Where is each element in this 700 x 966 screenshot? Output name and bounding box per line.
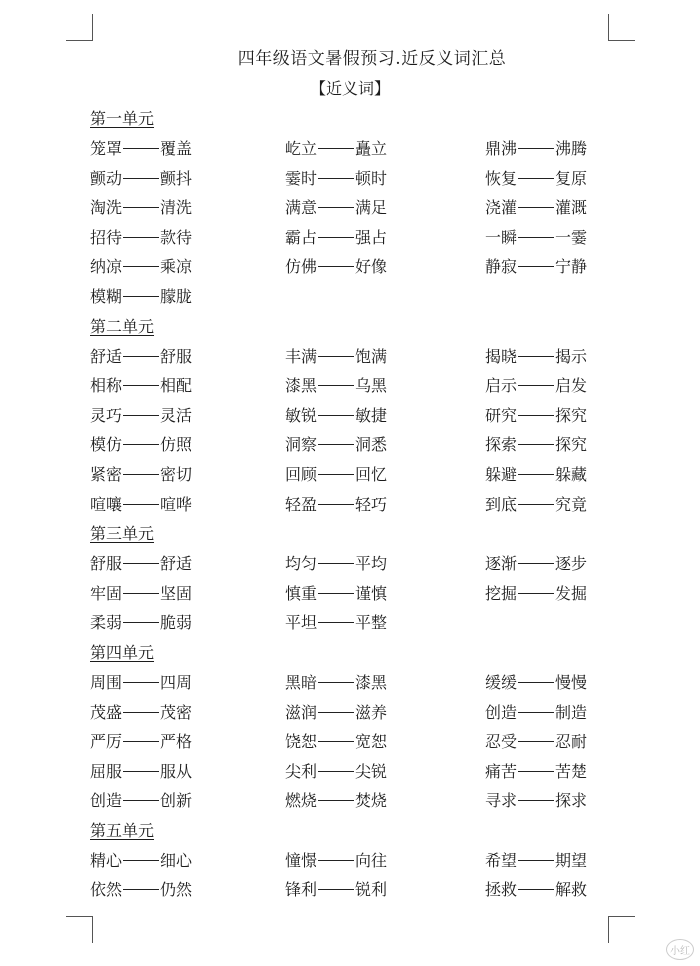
word: 纳凉 — [90, 257, 123, 277]
dash-separator — [318, 889, 354, 890]
dash-separator — [318, 266, 354, 267]
crop-mark-top-right — [608, 14, 635, 41]
dash-separator — [123, 266, 159, 267]
synonym-word: 漆黑 — [355, 672, 388, 692]
synonym-word: 相配 — [160, 376, 193, 396]
synonym-pair — [285, 460, 485, 490]
synonym-word: 仍然 — [160, 880, 193, 900]
dash-separator — [318, 712, 354, 713]
synonym-pair — [90, 223, 285, 253]
synonym-pair — [285, 668, 485, 698]
dash-separator — [318, 593, 354, 594]
synonym-word: 清洗 — [160, 198, 193, 218]
synonym-pair — [90, 430, 285, 460]
dash-separator — [518, 237, 554, 238]
synonym-word: 探究 — [555, 435, 588, 455]
synonym-word: 矗立 — [355, 139, 388, 158]
word: 轻盈 — [285, 494, 318, 514]
watermark-logo: 小红 — [666, 939, 694, 960]
synonym-pair — [485, 875, 630, 905]
synonym-word: 顿时 — [355, 168, 388, 188]
word: 浇灌 — [485, 198, 518, 218]
synonym-row — [90, 430, 630, 460]
word: 寻求 — [485, 791, 518, 811]
dash-separator — [123, 712, 159, 713]
synonym-row — [90, 608, 630, 638]
word: 淘洗 — [90, 198, 123, 218]
dash-separator — [123, 178, 159, 179]
word: 洞察 — [285, 435, 318, 455]
synonym-word: 乌黑 — [355, 376, 388, 396]
dash-separator — [123, 504, 159, 505]
synonym-pair — [485, 698, 630, 728]
word: 缓缓 — [485, 672, 518, 692]
synonym-word: 严格 — [160, 732, 193, 752]
synonym-word: 期望 — [555, 850, 588, 870]
unit-header: 第五单元 — [90, 820, 155, 840]
word: 回顾 — [285, 464, 318, 484]
dash-separator — [318, 385, 354, 386]
synonym-word: 灵活 — [160, 405, 193, 425]
word: 黑暗 — [285, 672, 318, 692]
word: 笼罩 — [90, 139, 123, 158]
word: 仿佛 — [285, 257, 318, 277]
synonym-word: 四周 — [160, 672, 193, 692]
crop-mark-bottom-left — [66, 916, 93, 943]
synonym-row — [90, 846, 630, 876]
word: 灵巧 — [90, 405, 123, 425]
dash-separator — [318, 504, 354, 505]
synonym-word: 覆盖 — [160, 139, 193, 158]
synonym-pair — [90, 875, 285, 905]
word: 创造 — [485, 702, 518, 722]
synonym-row — [90, 282, 630, 312]
synonym-pair — [485, 579, 630, 609]
dash-separator — [318, 622, 354, 623]
dash-separator — [518, 504, 554, 505]
synonym-pair — [285, 490, 485, 520]
dash-separator — [518, 800, 554, 801]
synonym-word: 向往 — [355, 850, 388, 870]
word: 模糊 — [90, 286, 123, 306]
dash-separator — [518, 682, 554, 683]
word: 一瞬 — [485, 227, 518, 247]
synonym-pair — [90, 727, 285, 757]
synonym-pair — [90, 757, 285, 787]
synonym-word: 究竟 — [555, 494, 588, 514]
synonym-pair — [285, 698, 485, 728]
synonym-word: 启发 — [555, 376, 588, 396]
synonym-word: 解救 — [555, 880, 588, 900]
word: 霎时 — [285, 168, 318, 188]
synonym-pair — [90, 371, 285, 401]
synonym-pair — [485, 668, 630, 698]
synonym-pair — [485, 342, 630, 372]
dash-separator — [318, 148, 354, 149]
synonym-word: 灌溉 — [555, 198, 588, 218]
dash-separator — [318, 207, 354, 208]
synonym-row — [90, 786, 630, 816]
synonym-pair — [90, 342, 285, 372]
synonym-pair — [90, 193, 285, 223]
synonym-pair — [90, 252, 285, 282]
synonym-word: 躲藏 — [555, 464, 588, 484]
synonym-pair — [485, 786, 630, 816]
word: 逐渐 — [485, 554, 518, 574]
word: 滋润 — [285, 702, 318, 722]
synonym-pair — [285, 401, 485, 431]
synonym-pair — [285, 134, 485, 164]
crop-mark-bottom-right — [608, 916, 635, 943]
word: 拯救 — [485, 880, 518, 900]
synonym-word: 朦胧 — [160, 286, 193, 306]
synonym-word: 制造 — [555, 702, 588, 722]
synonym-pair — [90, 282, 285, 312]
word: 紧密 — [90, 464, 123, 484]
word: 均匀 — [285, 554, 318, 574]
synonym-pair — [485, 134, 630, 164]
synonym-pair — [485, 846, 630, 876]
synonym-word: 焚烧 — [355, 791, 388, 811]
synonym-word: 创新 — [160, 791, 193, 811]
synonym-word: 回忆 — [355, 464, 388, 484]
word: 尖利 — [285, 761, 318, 781]
dash-separator — [518, 593, 554, 594]
synonym-pair — [285, 608, 485, 638]
synonym-word: 仿照 — [160, 435, 193, 455]
synonym-word: 探究 — [555, 405, 588, 425]
word: 燃烧 — [285, 791, 318, 811]
word: 舒适 — [90, 346, 123, 366]
word: 忍受 — [485, 732, 518, 752]
synonym-row — [90, 549, 630, 579]
synonym-row — [90, 164, 630, 194]
synonym-pair — [485, 757, 630, 787]
synonym-pair — [285, 371, 485, 401]
synonym-pair — [90, 846, 285, 876]
synonym-row — [90, 727, 630, 757]
synonym-pair — [285, 252, 485, 282]
word: 平坦 — [285, 613, 318, 633]
synonym-pair — [485, 371, 630, 401]
unit-header: 第三单元 — [90, 524, 155, 544]
synonym-word: 密切 — [160, 464, 193, 484]
word: 屈服 — [90, 761, 123, 781]
synonym-word: 宁静 — [555, 257, 588, 277]
synonym-row — [90, 757, 630, 787]
word: 憧憬 — [285, 850, 318, 870]
synonym-pair — [90, 401, 285, 431]
word: 挖掘 — [485, 583, 518, 603]
synonym-pair — [90, 164, 285, 194]
synonym-word: 慢慢 — [555, 672, 588, 692]
dash-separator — [518, 741, 554, 742]
synonym-row — [90, 579, 630, 609]
dash-separator — [518, 474, 554, 475]
synonym-row — [90, 371, 630, 401]
synonym-pair — [90, 786, 285, 816]
synonym-word: 喧哗 — [160, 494, 193, 514]
dash-separator — [518, 563, 554, 564]
synonym-word: 锐利 — [355, 880, 388, 900]
word: 研究 — [485, 405, 518, 425]
unit-header: 第一单元 — [90, 109, 155, 128]
synonym-pair — [485, 727, 630, 757]
dash-separator — [123, 444, 159, 445]
word: 鼎沸 — [485, 139, 518, 158]
dash-separator — [318, 860, 354, 861]
synonym-word: 脆弱 — [160, 613, 193, 633]
synonym-pair — [485, 460, 630, 490]
synonym-pair — [485, 252, 630, 282]
synonym-row — [90, 193, 630, 223]
synonym-pair — [485, 430, 630, 460]
synonym-row — [90, 460, 630, 490]
synonym-pair — [285, 164, 485, 194]
dash-separator — [318, 682, 354, 683]
synonym-word: 坚固 — [160, 583, 193, 603]
dash-separator — [123, 682, 159, 683]
word: 希望 — [485, 850, 518, 870]
synonym-row — [90, 134, 630, 164]
dash-separator — [123, 148, 159, 149]
word: 牢固 — [90, 583, 123, 603]
dash-separator — [318, 771, 354, 772]
dash-separator — [518, 385, 554, 386]
synonym-pair — [485, 401, 630, 431]
dash-separator — [123, 593, 159, 594]
word: 揭晓 — [485, 346, 518, 366]
dash-separator — [518, 178, 554, 179]
unit-header: 第二单元 — [90, 316, 155, 336]
synonym-pair — [485, 490, 630, 520]
word: 创造 — [90, 791, 123, 811]
dash-separator — [518, 444, 554, 445]
word: 颤动 — [90, 168, 123, 188]
word: 痛苦 — [485, 761, 518, 781]
dash-separator — [123, 356, 159, 357]
synonym-pair — [90, 608, 285, 638]
dash-separator — [518, 415, 554, 416]
dash-separator — [123, 622, 159, 623]
synonym-word: 逐步 — [555, 554, 588, 574]
synonym-word: 轻巧 — [355, 494, 388, 514]
synonym-pair — [285, 549, 485, 579]
synonym-word: 沸腾 — [555, 139, 588, 158]
dash-separator — [318, 474, 354, 475]
word: 招待 — [90, 227, 123, 247]
synonym-word: 揭示 — [555, 346, 588, 366]
synonym-list — [90, 104, 630, 905]
word: 屹立 — [285, 139, 318, 158]
dash-separator — [318, 237, 354, 238]
synonym-word: 苦楚 — [555, 761, 588, 781]
dash-separator — [123, 563, 159, 564]
dash-separator — [123, 800, 159, 801]
dash-separator — [123, 889, 159, 890]
synonym-pair — [90, 698, 285, 728]
synonym-row — [90, 490, 630, 520]
unit-header: 第四单元 — [90, 642, 155, 662]
synonym-word: 一霎 — [555, 227, 588, 247]
dash-separator — [318, 800, 354, 801]
synonym-word: 颤抖 — [160, 168, 193, 188]
synonym-row — [90, 401, 630, 431]
word: 茂盛 — [90, 702, 123, 722]
word: 舒服 — [90, 554, 123, 574]
synonym-row — [90, 668, 630, 698]
synonym-word: 尖锐 — [355, 761, 388, 781]
synonym-word: 细心 — [160, 850, 193, 870]
synonym-word: 茂密 — [160, 702, 193, 722]
synonym-pair — [285, 430, 485, 460]
word: 周围 — [90, 672, 123, 692]
dash-separator — [318, 356, 354, 357]
synonym-word: 服从 — [160, 761, 193, 781]
word: 柔弱 — [90, 613, 123, 633]
dash-separator — [518, 860, 554, 861]
synonym-word: 谨慎 — [355, 583, 388, 603]
synonym-row — [90, 342, 630, 372]
synonym-row — [90, 875, 630, 905]
synonym-word: 敏捷 — [355, 405, 388, 425]
synonym-word: 平均 — [355, 554, 388, 574]
word: 锋利 — [285, 880, 318, 900]
dash-separator — [123, 237, 159, 238]
synonym-pair — [485, 193, 630, 223]
word: 模仿 — [90, 435, 123, 455]
dash-separator — [318, 444, 354, 445]
synonym-row — [90, 698, 630, 728]
word: 恢复 — [485, 168, 518, 188]
synonym-pair — [285, 193, 485, 223]
dash-separator — [518, 771, 554, 772]
synonym-word: 复原 — [555, 168, 588, 188]
word: 慎重 — [285, 583, 318, 603]
dash-separator — [518, 148, 554, 149]
synonym-word: 滋养 — [355, 702, 388, 722]
synonym-pair — [90, 134, 285, 164]
word: 启示 — [485, 376, 518, 396]
synonym-word: 舒服 — [160, 346, 193, 366]
synonym-pair — [285, 875, 485, 905]
word: 相称 — [90, 376, 123, 396]
synonym-pair — [285, 846, 485, 876]
synonym-word: 好像 — [355, 257, 388, 277]
dash-separator — [123, 415, 159, 416]
synonym-pair — [285, 727, 485, 757]
dash-separator — [123, 474, 159, 475]
dash-separator — [123, 741, 159, 742]
synonym-pair — [90, 490, 285, 520]
word: 探索 — [485, 435, 518, 455]
synonym-pair — [485, 549, 630, 579]
synonym-pair — [485, 223, 630, 253]
synonym-word: 舒适 — [160, 554, 193, 574]
synonym-word: 洞悉 — [355, 435, 388, 455]
dash-separator — [518, 207, 554, 208]
word: 敏锐 — [285, 405, 318, 425]
dash-separator — [123, 296, 159, 297]
word: 严厉 — [90, 732, 123, 752]
synonym-word: 款待 — [160, 227, 193, 247]
word: 到底 — [485, 494, 518, 514]
synonym-word: 乘凉 — [160, 257, 193, 277]
synonym-pair — [90, 668, 285, 698]
dash-separator — [518, 712, 554, 713]
page-title: 四年级语文暑假预习.近反义词汇总 — [237, 49, 507, 69]
crop-mark-top-left — [66, 14, 93, 41]
word: 漆黑 — [285, 376, 318, 396]
synonym-pair — [285, 786, 485, 816]
synonym-row — [90, 252, 630, 282]
word: 饶恕 — [285, 732, 318, 752]
dash-separator — [123, 771, 159, 772]
word: 精心 — [90, 850, 123, 870]
word: 霸占 — [285, 227, 318, 247]
synonym-pair — [285, 757, 485, 787]
word: 静寂 — [485, 257, 518, 277]
synonym-word: 满足 — [355, 198, 388, 218]
synonym-pair — [90, 460, 285, 490]
synonym-word: 宽恕 — [355, 732, 388, 752]
dash-separator — [518, 266, 554, 267]
word: 依然 — [90, 880, 123, 900]
synonym-pair — [285, 223, 485, 253]
word: 躲避 — [485, 464, 518, 484]
dash-separator — [318, 178, 354, 179]
dash-separator — [318, 741, 354, 742]
synonym-pair — [285, 579, 485, 609]
dash-separator — [123, 207, 159, 208]
synonym-word: 饱满 — [355, 346, 388, 366]
synonym-word: 强占 — [355, 227, 388, 247]
word: 满意 — [285, 198, 318, 218]
dash-separator — [318, 563, 354, 564]
dash-separator — [123, 860, 159, 861]
synonym-pair — [485, 164, 630, 194]
synonym-pair — [90, 549, 285, 579]
synonym-pair — [90, 579, 285, 609]
synonym-word: 探求 — [555, 791, 588, 811]
dash-separator — [518, 356, 554, 357]
dash-separator — [123, 385, 159, 386]
synonym-row — [90, 223, 630, 253]
synonym-word: 平整 — [355, 613, 388, 633]
section-subtitle: 【近义词】 — [309, 79, 390, 98]
word: 喧嚷 — [90, 494, 123, 514]
dash-separator — [518, 889, 554, 890]
word: 丰满 — [285, 346, 318, 366]
synonym-pair — [285, 342, 485, 372]
synonym-word: 发掘 — [555, 583, 588, 603]
synonym-word: 忍耐 — [555, 732, 588, 752]
dash-separator — [318, 415, 354, 416]
